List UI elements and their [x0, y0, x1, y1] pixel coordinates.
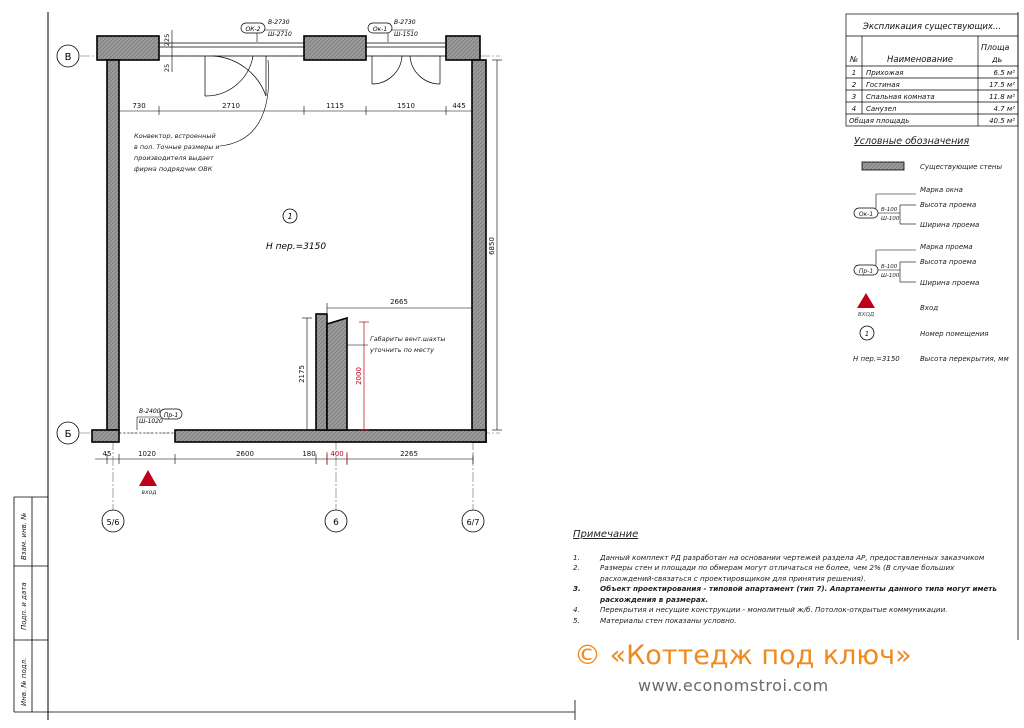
legend-entry-word: ВХОД — [857, 312, 875, 318]
legend-entry-triangle — [857, 293, 875, 308]
note-text: Данный комплект РД разработан на основании чертежей раздела АР, предоставленных заказчиком — [600, 552, 985, 562]
note-number: 2. — [573, 563, 580, 572]
mark-ok2-width: Ш-2710 — [268, 31, 292, 38]
legend-room-label: Номер помещения — [920, 330, 989, 338]
legend — [853, 136, 1009, 363]
explication-total-label: Общая площадь — [849, 117, 910, 125]
legend-walls-label: Существующие стены — [920, 163, 1003, 171]
door-swings — [205, 56, 440, 96]
legend-pr-name: Пр-1 — [858, 268, 874, 275]
explication-header-area-1: Площа — [981, 43, 1010, 52]
mark-pr1-width: Ш-1020 — [139, 418, 163, 425]
mark-ok1-name: Ок-1 — [372, 26, 388, 33]
dim-top-1115: 1115 — [326, 102, 344, 110]
note-item — [573, 616, 1003, 627]
legend-ok-h: В-100 — [881, 207, 898, 213]
legend-opening-width-2: Ширина проема — [920, 279, 980, 287]
note-item — [573, 584, 1003, 605]
mark-ok1-height: В-2730 — [394, 19, 416, 26]
dim-bottom-400: 400 — [330, 450, 344, 458]
note-text: Перекрытия и несущие конструкции - монолитный ж/б. Потолок-открытые коммуникации. — [600, 605, 948, 614]
axis-label-6-7: 6/7 — [466, 518, 480, 527]
note-text: Объект проектирования - типовой апартамент (тип 7). Апартаменты данного типа могут иметь расхождения в размерах. — [600, 584, 997, 604]
dim-bottom-180: 180 — [302, 450, 316, 458]
axis-label-b: Б — [64, 429, 72, 440]
legend-opening-width-1: Ширина проема — [920, 221, 980, 229]
dim-right-height: 6850 — [488, 237, 496, 255]
shaft-line-2: уточнить по месту — [370, 346, 435, 354]
legend-wall-swatch — [862, 162, 904, 170]
room-height: Н пер.=3150 — [266, 242, 327, 252]
shaft-line-1: Габариты вент.шахты — [370, 335, 446, 343]
legend-window-mark: Марка окна — [920, 186, 963, 194]
note-item — [573, 563, 1003, 584]
room-number: 1 — [287, 212, 293, 221]
legend-entry-label: Вход — [920, 304, 939, 312]
mark-pr1-name: Пр-1 — [163, 412, 179, 419]
mark-ok1-width: Ш-1510 — [394, 31, 418, 38]
dim-top-2710: 2710 — [222, 102, 240, 110]
legend-ok-name: Ок-1 — [858, 211, 874, 218]
brand-name: © «Коттедж под ключ» — [574, 640, 912, 671]
dim-window-25: 25 — [163, 63, 171, 73]
legend-opening-mark: Марка проема — [920, 243, 973, 251]
mark-ok2-name: ОК-2 — [245, 26, 261, 33]
explication-title: Экспликация существующих... — [862, 22, 1002, 32]
dim-bottom-45: 45 — [102, 450, 112, 458]
mark-ok2 — [241, 19, 292, 42]
explication-header-name: Наименование — [886, 55, 954, 65]
mark-pr1 — [137, 408, 182, 430]
convector-line-4: фирма подрядчик ОВК — [134, 165, 213, 173]
stamp-label-inventory: Инв. № подл. — [20, 657, 28, 706]
note-number: 4. — [573, 605, 580, 614]
legend-ok-sample — [854, 194, 916, 224]
explication-row-4-area: 4.7 м² — [993, 105, 1015, 113]
dim-top-730: 730 — [132, 102, 146, 110]
entry-label: вход — [141, 489, 157, 496]
legend-ok-w: Ш-100 — [881, 216, 900, 222]
dim-window-225: 225 — [163, 33, 171, 47]
shaft-note — [369, 335, 446, 354]
legend-room-sample: 1 — [864, 330, 870, 338]
legend-title: Условные обозначения — [854, 136, 970, 147]
legend-height-label: Высота перекрытия, мм — [920, 355, 1009, 363]
explication-row-4-name: Санузел — [866, 105, 897, 113]
legend-pr-w: Ш-100 — [881, 273, 900, 279]
dim-bottom-1020: 1020 — [138, 450, 156, 458]
legend-pr-sample — [854, 250, 916, 282]
explication-text — [849, 22, 1015, 125]
note-text: Материалы стен показаны условно. — [600, 615, 737, 625]
note-number: 1. — [573, 552, 580, 562]
legend-opening-height-1: Высота проема — [920, 201, 977, 209]
dim-shaft-height: 2000 — [355, 367, 363, 385]
notes-title: Примечание — [573, 529, 639, 540]
dim-bottom-2600: 2600 — [236, 450, 254, 458]
stamp-label-signature: Подп. и дата — [20, 582, 28, 630]
mark-ok1 — [368, 19, 418, 42]
convector-note — [134, 132, 220, 173]
explication-row-2-no: 2 — [851, 81, 857, 89]
note-item — [573, 605, 1003, 616]
explication-row-1-area: 6.5 м² — [993, 69, 1015, 77]
dim-bottom-2265: 2265 — [400, 450, 418, 458]
explication-row-1-no: 1 — [851, 69, 857, 77]
note-item — [573, 553, 1003, 564]
axis-label-5-6: 5/6 — [106, 518, 120, 527]
convector-line-3: производителя выдает — [134, 154, 214, 162]
axis-label-v: В — [64, 52, 72, 63]
room-tag — [266, 209, 326, 252]
explication-row-3-no: 3 — [851, 93, 857, 101]
window-sill-lines — [159, 43, 446, 56]
dim-inner-width: 2665 — [390, 298, 408, 306]
explication-row-3-name: Спальная комната — [866, 93, 935, 101]
legend-opening-height-2: Высота проема — [920, 258, 977, 266]
explication-header-area-2: дь — [992, 55, 1003, 64]
explication-row-4-no: 4 — [851, 105, 857, 113]
legend-pr-h: В-100 — [881, 264, 898, 270]
stamp-label-replaced: Взам. инв. № — [20, 512, 28, 560]
dim-inner-height: 2175 — [298, 365, 306, 383]
explication-total-value: 40.5 м² — [989, 117, 1015, 125]
explication-row-1-name: Прихожая — [866, 69, 904, 77]
explication-row-3-area: 11.8 м² — [989, 93, 1015, 101]
dim-top-1510: 1510 — [397, 102, 415, 110]
note-number: 3. — [573, 584, 581, 593]
legend-height-sample: Н пер.=3150 — [853, 355, 900, 363]
mark-pr1-height: В-2400 — [139, 408, 161, 415]
note-number: 5. — [573, 615, 580, 625]
note-text: Размеры стен и площади по обмерам могут отличаться не более, чем 2% (В случае больших расхождений-связаться с проектировщиком для принятия решения). — [600, 563, 955, 583]
mark-ok2-height: В-2730 — [268, 19, 290, 26]
brand-website[interactable]: www.economstroi.com — [638, 676, 829, 695]
entry-marker — [139, 470, 157, 496]
explication-header-no: № — [849, 55, 859, 64]
explication-row-2-name: Гостиная — [866, 81, 900, 89]
notes-block — [573, 530, 1003, 626]
axis-label-6: 6 — [333, 518, 339, 528]
convector-line-1: Конвектор, встроенный — [134, 132, 216, 140]
convector-line-2: в пол. Точные размеры и — [134, 143, 220, 151]
explication-row-2-area: 17.5 м² — [989, 81, 1015, 89]
dim-top-445: 445 — [452, 102, 466, 110]
